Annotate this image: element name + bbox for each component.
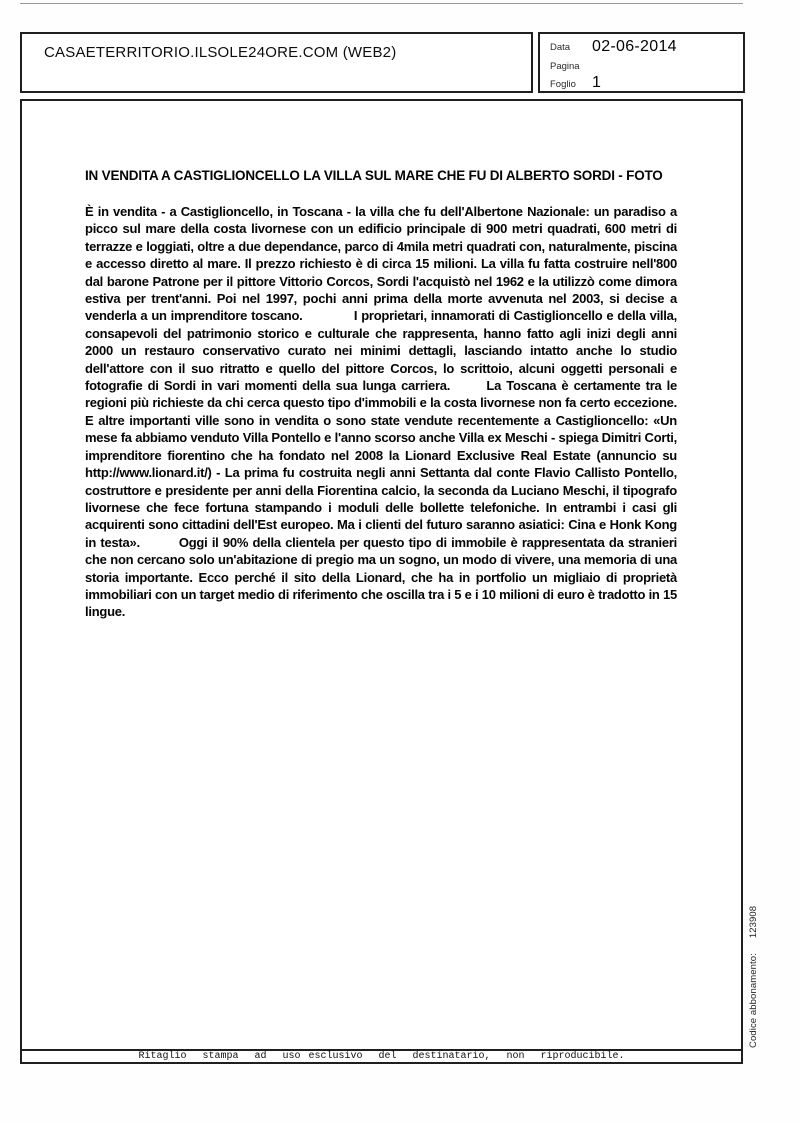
clipping-content-box	[20, 99, 743, 1051]
footer-disclaimer-bar	[20, 1049, 743, 1064]
header-source-box	[20, 32, 533, 93]
header-meta-box	[538, 32, 745, 93]
meta-data-label: Data	[550, 42, 571, 53]
top-rule-divider	[20, 3, 743, 4]
subscription-code-label: Codice abbonamento:	[747, 953, 759, 1048]
subscription-code-value: 123908	[747, 905, 759, 939]
meta-foglio-label: Foglio	[550, 79, 576, 90]
subscription-code-vertical	[747, 898, 759, 1048]
article-body-text: È in vendita - a Castiglioncello, in Toscana - la villa che fu dell'Albertone Nazionale: un paradiso a picco sul mare della costa livornese con un edificio principale di 900 metri quadrati, 600 metri di terrazze e loggiati, oltre a due dependance, parco di 4mila metri quadrati con, naturalmente, piscina e accesso diretto al mare. Il prezzo richiesto è di circa 15 milioni. La villa fu fatta costruire nell'800 dal barone Patrone per il pittore Vittorio Corcos, Sordi l'acquistò nel 1962 e la utilizzò come dimora estiva per trent'anni. Poi nel 1997, pochi anni prima della morte avvenuta nel 2003, si decise a venderla a un imprenditore toscano. I proprietari, innamorati di Castiglioncello e della villa, consapevoli del patrimonio storico e culturale che rappresenta, hanno fatto agli inizi degli anni 2000 un restauro conservativo curato nei minimi dettagli, lasciando intatto anche lo studio dell'attore con il suo ritratto e quello del pittore Corcos, lo scrittoio, alcuni oggetti personali e fotografie di Sordi in vari momenti della sua lunga carriera. La Toscana è certamente tra le regioni più richieste da chi cerca questo tipo d'immobili e la costa livornese non fa certo eccezione. E altre importanti ville sono in vendita o sono state vendute recentemente a Castiglioncello: «Un mese fa abbiamo venduto Villa Pontello e l'anno scorso anche Villa ex Meschi - spiega Dimitri Corti, imprenditore fiorentino che ha fondato nel 2008 la Lionard Exclusive Real Estate (annuncio su http://www.lionard.it/) - La prima fu costruita negli anni Settanta dal conte Flavio Callisto Pontello, costruttore e presidente per anni della Fiorentina calcio, la seconda da Luciano Meschi, il tipografo livornese che fece fortuna stampando i moduli delle bollette telefoniche. In entrambi i casi gli acquirenti sono cittadini dell'Est europeo. Ma i clienti del futuro saranno asiatici: Cina e Honk Kong in testa». Oggi il 90% della clientela per questo tipo di immobile è rappresentata da stranieri che non cercano solo un'abitazione di pregio ma un sogno, un modo di vivere, una memoria di una storia importante. Ecco perché il sito della Lionard, che ha in portfolio un migliaio di proprietà immobiliari con un target medio di riferimento che oscilla tra i 5 e i 10 milioni di euro è tradotto in 15 lingue.	[85, 204, 681, 620]
article-title: IN VENDITA A CASTIGLIONCELLO LA VILLA SUL MARE CHE FU DI ALBERTO SORDI - FOTO	[85, 168, 663, 183]
meta-foglio-value: 1	[592, 74, 602, 91]
footer-disclaimer-text: Ritaglio stampa ad uso esclusivo del destinatario, non riproducibile.	[138, 1051, 625, 1062]
source-site-title: CASAETERRITORIO.ILSOLE24ORE.COM (WEB2)	[44, 44, 397, 61]
meta-data-value: 02-06-2014	[592, 38, 677, 55]
meta-pagina-label: Pagina	[550, 61, 580, 72]
